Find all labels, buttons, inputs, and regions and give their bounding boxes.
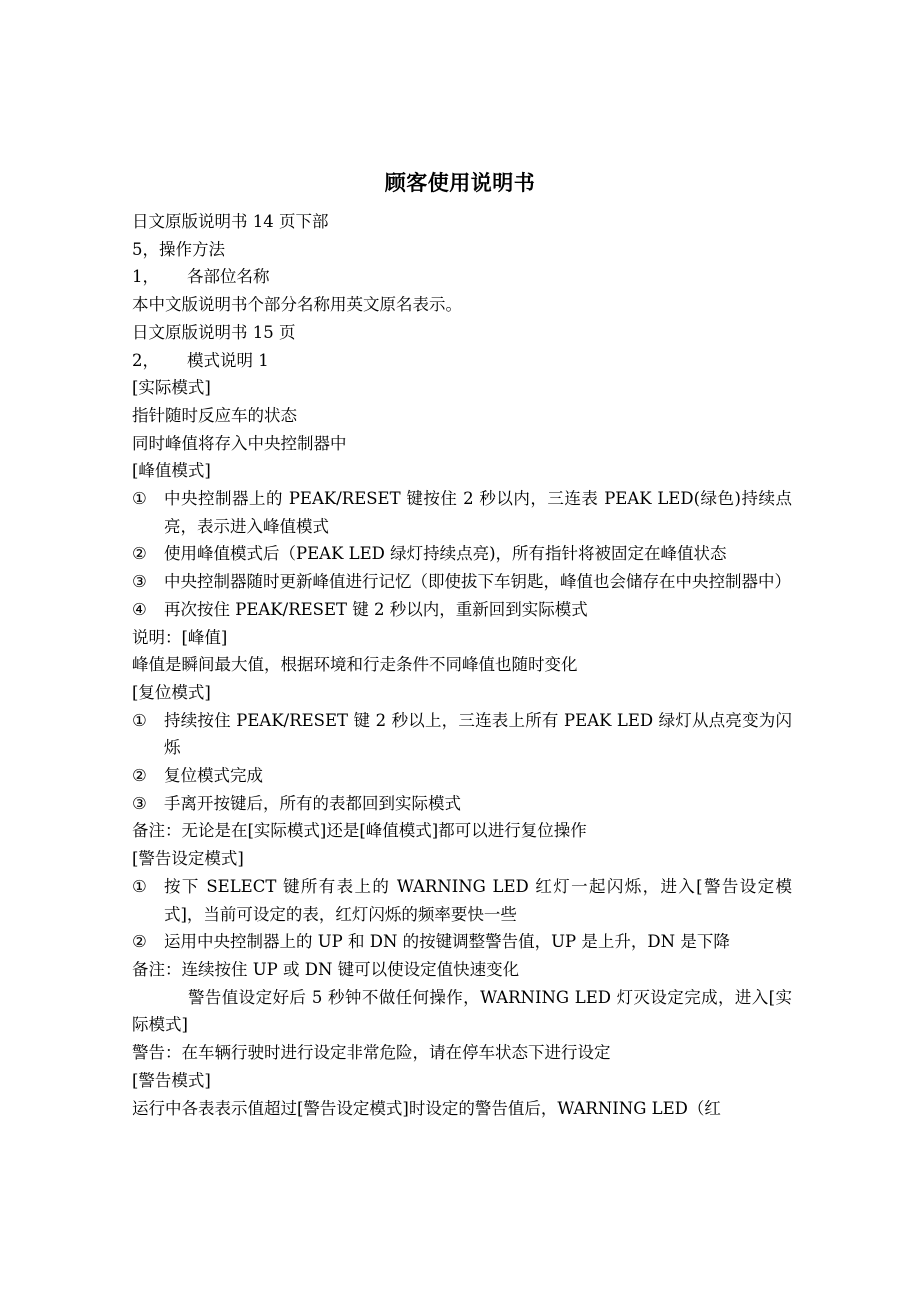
page-reference: 日文原版说明书 14 页下部: [132, 212, 329, 231]
paragraph: 指针随时反应车的状态: [132, 405, 297, 425]
heading-number: 1，: [132, 267, 159, 287]
numbered-heading: [132, 263, 792, 291]
mode-heading-actual: [实际模式]: [132, 378, 211, 398]
list-item-text: 使用峰值模式后（PEAK LED 绿灯持续点亮)，所有指针将被固定在峰值状态: [164, 544, 727, 564]
note: 备注：无论是在[实际模式]还是[峰值模式]都可以进行复位操作: [132, 821, 587, 841]
list-item: [132, 485, 792, 540]
list-marker: ②: [132, 544, 147, 564]
paragraph: 峰值是瞬间最大值，根据环境和行走条件不同峰值也随时变化: [132, 655, 578, 675]
list-item-text: 复位模式完成: [164, 766, 263, 786]
list-item: [132, 596, 792, 624]
list-item-text: 中央控制器上的 PEAK/RESET 键按住 2 秒以内，三连表 PEAK LED(绿色)持续点亮，表示进入峰值模式: [164, 489, 792, 536]
paragraph: 运行中各表表示值超过[警告设定模式]时设定的警告值后，WARNING LED（红: [132, 1098, 721, 1118]
mode-heading-peak: [峰值模式]: [132, 461, 211, 481]
list-item-text: 持续按住 PEAK/RESET 键 2 秒以上，三连表上所有 PEAK LED 绿灯从点亮变为闪烁: [164, 710, 792, 758]
paragraph: 同时峰值将存入中央控制器中: [132, 433, 347, 453]
list-marker: ①: [132, 489, 147, 509]
warning-caution: 警告：在车辆行驶时进行设定非常危险，请在停车状态下进行设定: [132, 1043, 611, 1063]
list-marker: ②: [132, 932, 147, 952]
list-marker: ①: [132, 876, 147, 896]
mode-heading-warning: [警告模式]: [132, 1070, 211, 1090]
heading-text: 各部位名称: [187, 267, 270, 287]
list-marker: ③: [132, 793, 147, 813]
mode-heading-warning-setting: [警告设定模式]: [132, 849, 244, 869]
note: 备注：连续按住 UP 或 DN 键可以使设定值快速变化: [132, 959, 520, 979]
list-item: [132, 707, 792, 762]
list-item-text: 再次按住 PEAK/RESET 键 2 秒以内，重新回到实际模式: [164, 599, 588, 619]
document-body: [132, 208, 792, 1122]
list-item-text: 手离开按键后，所有的表都回到实际模式: [164, 793, 461, 813]
list-item: [132, 762, 792, 790]
document-title: 顾客使用说明书: [384, 171, 536, 195]
paragraph: 警告值设定好后 5 秒钟不做任何操作，WARNING LED 灯灭设定完成，进入[实际模式]: [132, 987, 792, 1035]
list-item: [132, 540, 792, 568]
list-item: [132, 928, 792, 956]
list-item: [132, 873, 792, 928]
list-item-text: 按下 SELECT 键所有表上的 WARNING LED 红灯一起闪烁，进入[警告设定模式]，当前可设定的表，红灯闪烁的频率要快一些: [164, 876, 792, 924]
list-item-text: 运用中央控制器上的 UP 和 DN 的按键调整警告值，UP 是上升，DN 是下降: [164, 932, 730, 952]
list-marker: ①: [132, 710, 147, 730]
heading-text: 模式说明 1: [187, 350, 269, 370]
section-heading: 5，操作方法: [132, 239, 225, 259]
list-marker: ②: [132, 766, 147, 786]
list-item-text: 中央控制器随时更新峰值进行记忆（即使拔下车钥匙，峰值也会储存在中央控制器中）: [164, 572, 791, 592]
page-reference: 日文原版说明书 15 页: [132, 322, 296, 342]
heading-number: 2，: [132, 350, 159, 370]
mode-heading-reset: [复位模式]: [132, 682, 211, 702]
note-label: 说明：[峰值]: [132, 627, 228, 647]
numbered-heading: [132, 347, 792, 375]
list-marker: ③: [132, 572, 147, 592]
paragraph: 本中文版说明书个部分名称用英文原名表示。: [132, 295, 462, 315]
list-item: [132, 790, 792, 818]
list-item: [132, 568, 792, 596]
list-marker: ④: [132, 599, 147, 619]
